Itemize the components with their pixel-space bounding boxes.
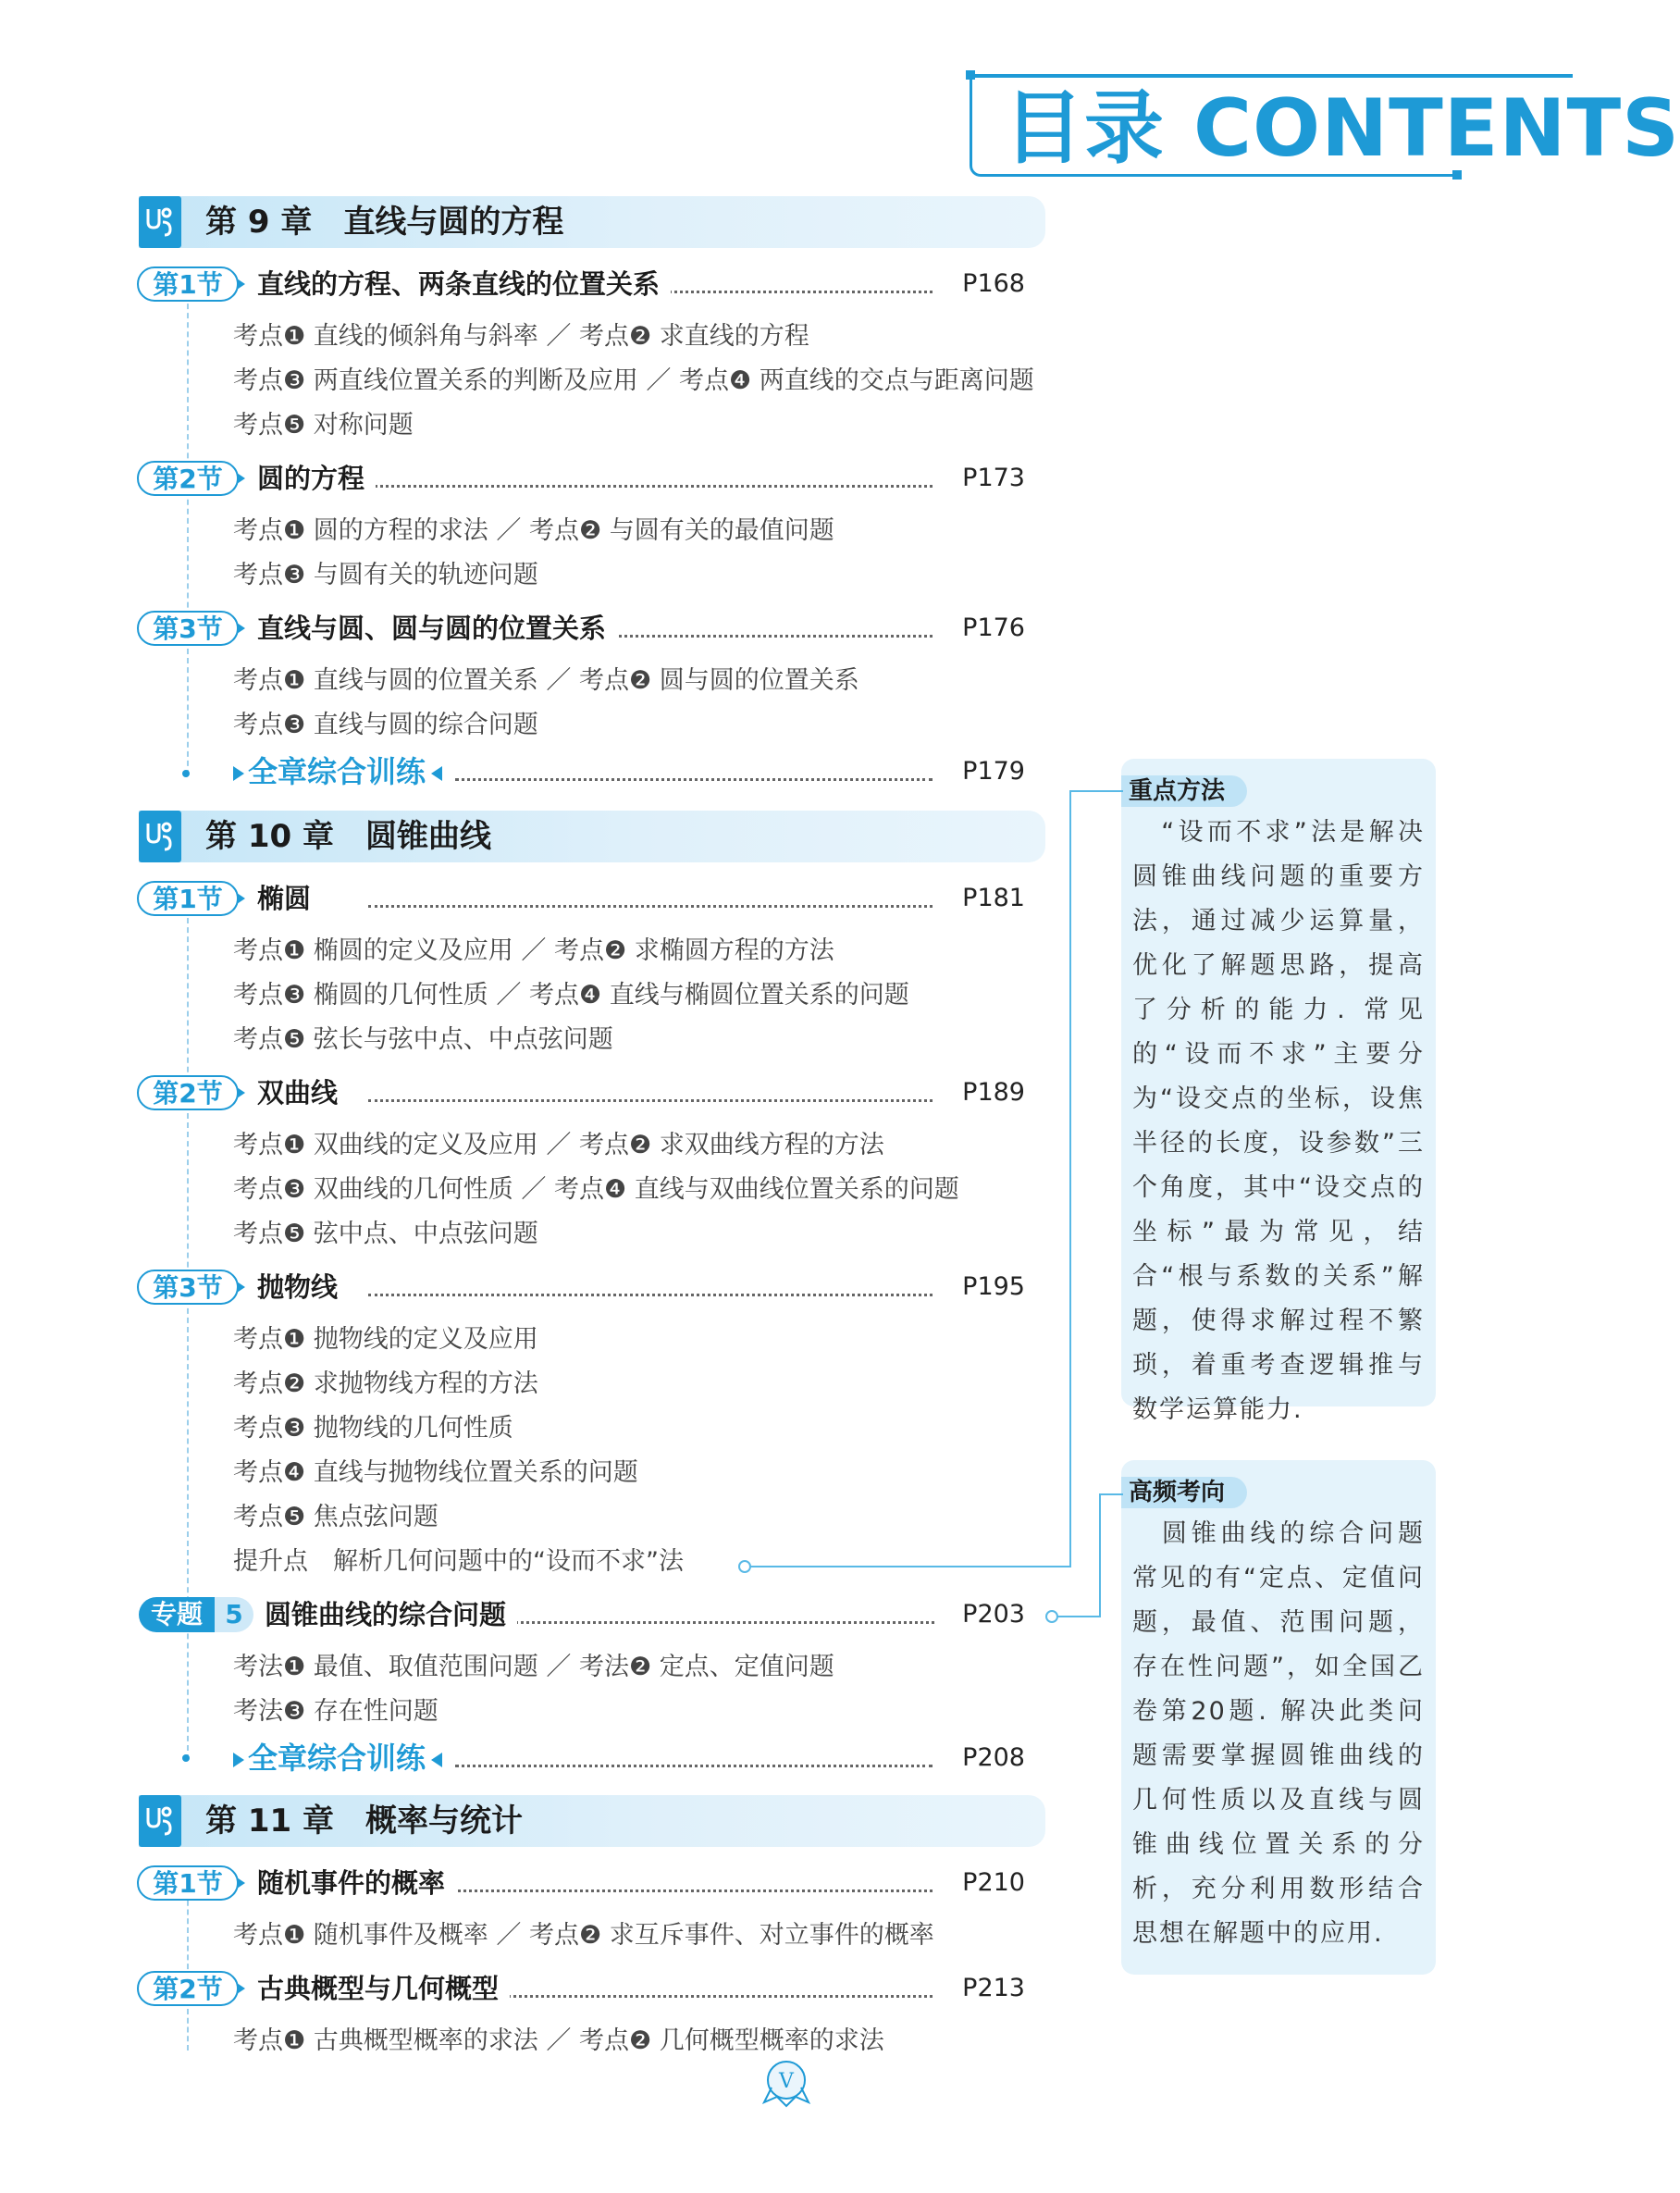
page-number: P173 (951, 461, 1025, 496)
chapter-title: 第 11 章 概率与统计 (205, 1803, 523, 1840)
pill-arrow-icon (237, 1087, 245, 1098)
section-label: 第1节 (137, 881, 239, 916)
section-label: 第2节 (137, 461, 239, 496)
topic-item: 考法❸ 存在性问题 (233, 1697, 439, 1726)
connector-dot (738, 1560, 751, 1573)
section-row[interactable] (137, 1075, 1025, 1112)
topic-item: 考点❶ 圆的方程的求法 ／ 考点❷ 与圆有关的最值问题 (233, 516, 834, 545)
page-number: P168 (951, 266, 1025, 302)
svg-text:V: V (779, 2070, 794, 2093)
chapter-icon (139, 1795, 181, 1847)
connector-line (1099, 1493, 1101, 1617)
section-title: 圆的方程 (257, 461, 376, 496)
section-row[interactable] (137, 1270, 1025, 1307)
panel-title: 重点方法 (1121, 775, 1247, 807)
frequent-topic-panel (1121, 1460, 1436, 1975)
topic-item: 考点❸ 直线与圆的综合问题 (233, 711, 538, 739)
topic-item: 考点❶ 随机事件及概率 ／ 考点❷ 求互斥事件、对立事件的概率 (233, 1921, 934, 1950)
topic-item: 考点❸ 椭圆的几何性质 ／ 考点❹ 直线与椭圆位置关系的问题 (233, 981, 909, 1010)
chapter-review-row[interactable] (233, 753, 1025, 790)
connector-line (1099, 1493, 1123, 1495)
leader-dots (455, 778, 933, 781)
chapter-icon (139, 196, 181, 248)
topic-item: 考点❶ 双曲线的定义及应用 ／ 考点❷ 求双曲线方程的方法 (233, 1131, 884, 1159)
guide-dot (182, 770, 190, 777)
leader-dots (455, 1765, 933, 1767)
topic-item: 考点❷ 求抛物线方程的方法 (233, 1369, 538, 1398)
section-row[interactable] (137, 266, 1025, 304)
section-title: 椭圆 (257, 881, 322, 916)
page-number: P176 (951, 611, 1025, 646)
section-row[interactable] (137, 1865, 1025, 1902)
section-row[interactable] (137, 1971, 1025, 2008)
pill-arrow-icon (237, 1983, 245, 1994)
pill-arrow-icon (237, 893, 245, 904)
highlight-item: 提升点 解析几何问题中的“设而不求”法 (233, 1547, 684, 1576)
header-corner (966, 70, 975, 80)
connector-dot (1045, 1610, 1058, 1623)
page-number-badge (759, 2056, 814, 2112)
page-number: P181 (951, 881, 1025, 916)
section-title: 双曲线 (257, 1075, 349, 1110)
topic-item: 考法❶ 最值、取值范围问题 ／ 考法❷ 定点、定值问题 (233, 1653, 834, 1681)
section-title: 抛物线 (257, 1270, 349, 1305)
section-label: 第2节 (137, 1075, 239, 1110)
topic-item: 考点❶ 直线与圆的位置关系 ／ 考点❷ 圆与圆的位置关系 (233, 666, 859, 695)
section-label: 第3节 (137, 1270, 239, 1305)
page-number: P179 (951, 753, 1025, 790)
page-number: P203 (951, 1597, 1025, 1632)
topic-item: 考点❺ 对称问题 (233, 411, 414, 440)
section-row[interactable] (137, 461, 1025, 498)
section-row[interactable] (137, 881, 1025, 918)
topic-item: 考点❸ 与圆有关的轨迹问题 (233, 561, 538, 589)
review-title: 全章综合训练 (233, 1740, 453, 1777)
guide-dot (182, 1754, 190, 1762)
review-title: 全章综合训练 (233, 753, 453, 790)
pill-arrow-icon (237, 279, 245, 290)
connector-line (1055, 1616, 1101, 1617)
section-title: 古典概型与几何概型 (257, 1971, 510, 2006)
page-title: 目录 CONTENTS (1004, 82, 1680, 175)
page-number: P189 (951, 1075, 1025, 1110)
leader-dots (368, 485, 933, 488)
section-title: 直线的方程、两条直线的位置关系 (257, 266, 671, 302)
topic-item: 考点❺ 焦点弦问题 (233, 1503, 439, 1531)
topic-item: 考点❸ 抛物线的几何性质 (233, 1414, 513, 1443)
page-number: P195 (951, 1270, 1025, 1305)
triangle-right-icon (233, 1753, 244, 1767)
triangle-right-icon (233, 766, 244, 781)
special-topic-row[interactable] (139, 1597, 1027, 1634)
topic-item: 考点❺ 弦中点、中点弦问题 (233, 1220, 538, 1248)
chapter-title: 第 10 章 圆锥曲线 (205, 818, 491, 855)
topic-title: 圆锥曲线的综合问题 (265, 1597, 517, 1632)
panel-title: 高频考向 (1121, 1477, 1247, 1508)
pill-arrow-icon (237, 473, 245, 484)
section-title: 直线与圆、圆与圆的位置关系 (257, 611, 617, 646)
chapter-icon (139, 811, 181, 862)
topic-item: 考点❶ 古典概型概率的求法 ／ 考点❷ 几何概型概率的求法 (233, 2026, 884, 2055)
topic-label: 专题 (139, 1597, 215, 1632)
topic-item: 考点❶ 抛物线的定义及应用 (233, 1325, 538, 1354)
pill-arrow-icon (237, 623, 245, 634)
pill-arrow-icon (237, 1877, 245, 1889)
section-label: 第1节 (137, 1865, 239, 1901)
connector-line (1069, 790, 1071, 1567)
chapter-review-row[interactable] (233, 1740, 1025, 1777)
leader-dots (368, 1099, 933, 1102)
topic-item: 考点❸ 两直线位置关系的判断及应用 ／ 考点❹ 两直线的交点与距离问题 (233, 366, 1034, 395)
section-label: 第3节 (137, 611, 239, 646)
topic-item: 考点❶ 直线的倾斜角与斜率 ／ 考点❷ 求直线的方程 (233, 322, 809, 351)
page-number: P213 (951, 1971, 1025, 2006)
ribbon-icon (759, 2056, 814, 2112)
key-method-panel (1121, 759, 1436, 1424)
section-row[interactable] (137, 611, 1025, 648)
pill-arrow-icon (237, 1282, 245, 1293)
section-label: 第2节 (137, 1971, 239, 2006)
leader-dots (368, 1294, 933, 1296)
topic-item: 考点❶ 椭圆的定义及应用 ／ 考点❷ 求椭圆方程的方法 (233, 936, 834, 965)
topic-item: 考点❹ 直线与抛物线位置关系的问题 (233, 1458, 638, 1487)
chapter-title: 第 9 章 直线与圆的方程 (205, 204, 564, 241)
leader-dots (368, 905, 933, 908)
section-label: 第1节 (137, 266, 239, 302)
page-number: P208 (951, 1740, 1025, 1777)
triangle-left-icon (431, 1753, 442, 1767)
topic-number: 5 (215, 1597, 253, 1632)
topic-item: 考点❺ 弦长与弦中点、中点弦问题 (233, 1025, 613, 1054)
panel-text: “设而不求”法是解决圆锥曲线问题的重要方法，通过减少运算量，优化了解题思路，提高了分析的能力. 常见的“设而不求”主要分为“设交点的坐标，设焦半径的长度，设参数”三个角度，其中“设交点的坐标”最为常见，结合“根与系数的关系”解题，使得求解过程不繁琐，着重考查逻辑推与数学运算能力. (1132, 818, 1425, 1424)
chapter-banner-11 (139, 1795, 1045, 1847)
panel-text: 圆锥曲线的综合问题常见的有“定点、定值问题，最值、范围问题，存在性问题”，如全国乙卷第20题. 解决此类问题需要掌握圆锥曲线的几何性质以及直线与圆锥曲线位置关系的分析，充分利用数形结合思想在解题中的应用. (1132, 1519, 1425, 1948)
section-title: 随机事件的概率 (257, 1865, 456, 1901)
connector-line (747, 1566, 1071, 1567)
triangle-left-icon (431, 766, 442, 781)
chapter-banner-10 (139, 811, 1045, 862)
section-guide-line (187, 294, 189, 775)
page-number: P210 (951, 1865, 1025, 1901)
chapter-banner-9 (139, 196, 1045, 248)
topic-item: 考点❸ 双曲线的几何性质 ／ 考点❹ 直线与双曲线位置关系的问题 (233, 1175, 959, 1204)
connector-line (1069, 790, 1123, 792)
